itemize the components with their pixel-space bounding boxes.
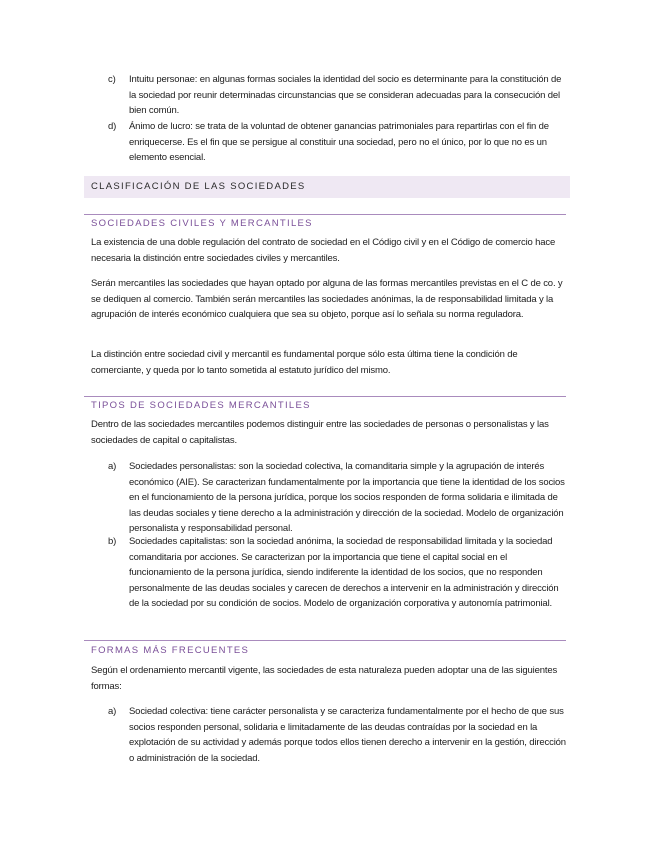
list-marker: c) <box>108 74 116 85</box>
list-marker: b) <box>108 536 117 547</box>
list-text: Sociedades capitalistas: son la sociedad anónima, la sociedad de responsabilidad limitada y la sociedad comanditaria por acciones. Se caracterizan por la importancia que tiene el capital social en el funcionamiento de la persona jurídica, siendo indiferente la identidad de los socios, que no responden personalmente de las deudas sociales y carecen de derechos a intervenir en la administración y dirección de la sociedad por su condición de socios. Modelo de organización corporativa y autonomía patrimonial. <box>129 536 559 610</box>
list-item-d <box>108 119 568 166</box>
list-item-a <box>108 459 568 537</box>
subheading-civiles: SOCIEDADES CIVILES Y MERCANTILES <box>91 218 313 229</box>
paragraph: La existencia de una doble regulación del contrato de sociedad en el Código civil y en el Código de comercio hace necesaria la distinción entre sociedades civiles y mercantiles. <box>91 237 556 264</box>
paragraph: Dentro de las sociedades mercantiles podemos distinguir entre las sociedades de personas o personalistas y las sociedades de capital o capitalistas. <box>91 419 549 446</box>
list-text: Sociedad colectiva: tiene carácter personalista y se caracteriza fundamentalmente por el hecho de que sus socios responden personal, solidaria e limitadamente de las deudas contraídas por la sociedad en la explotación de su actividad y además porque todos ellos tienen derecho a intervenir en la gestión, dirección o administración de la sociedad. <box>129 706 566 764</box>
list-item-a <box>108 704 568 766</box>
paragraph: La distinción entre sociedad civil y mercantil es fundamental porque sólo esta última tiene la condición de comerciante, y queda por lo tanto sometida al estatuto jurídico del mismo. <box>91 349 518 376</box>
list-item-c <box>108 72 568 119</box>
list-text: Ánimo de lucro: se trata de la voluntad de obtener ganancias patrimoniales para repartirlas con el fin de enriquecerse. Es el fin que se persigue al constituir una sociedad, pero no el único, por lo que no es un elemento esencial. <box>129 121 549 164</box>
subheading-formas: FORMAS MÁS FRECUENTES <box>91 645 250 656</box>
list-marker: a) <box>108 706 117 717</box>
divider-line <box>84 214 566 215</box>
subheading-tipos: TIPOS DE SOCIEDADES MERCANTILES <box>91 400 311 411</box>
paragraph: Según el ordenamiento mercantil vigente, las sociedades de esta naturaleza pueden adoptar una de las siguientes formas: <box>91 665 558 692</box>
divider-line <box>84 640 566 641</box>
list-marker: a) <box>108 461 117 472</box>
list-item-b <box>108 534 568 612</box>
divider-line <box>84 396 566 397</box>
section-title: CLASIFICACIÓN DE LAS SOCIEDADES <box>91 181 306 192</box>
list-text: Sociedades personalistas: son la sociedad colectiva, la comanditaria simple y la agrupación de interés económico (AIE). Se caracterizan fundamentalmente por la importancia que tiene la identidad de los socios en el funcionamiento de la persona jurídica, porque los socios responden de forma solidaria e ilimitada de las deudas sociales y tiene derecho a la administración y dirección de la sociedad. Modelo de organización personalista y responsabilidad personal. <box>129 461 565 535</box>
section-heading-bar <box>84 176 570 198</box>
paragraph: Serán mercantiles las sociedades que hayan optado por alguna de las formas mercantiles previstas en el C de co. y se dediquen al comercio. También serán mercantiles las sociedades anónimas, la de responsabilidad limitada y la agrupación de interés económico cualquiera que sea su objeto, porque así lo señala su norma reguladora. <box>91 278 563 321</box>
list-marker: d) <box>108 121 117 132</box>
list-text: Intuitu personae: en algunas formas sociales la identidad del socio es determinante para la constitución de la sociedad por reunir determinadas circunstancias que se consideran adecuadas para la consecución del bien común. <box>129 74 562 117</box>
